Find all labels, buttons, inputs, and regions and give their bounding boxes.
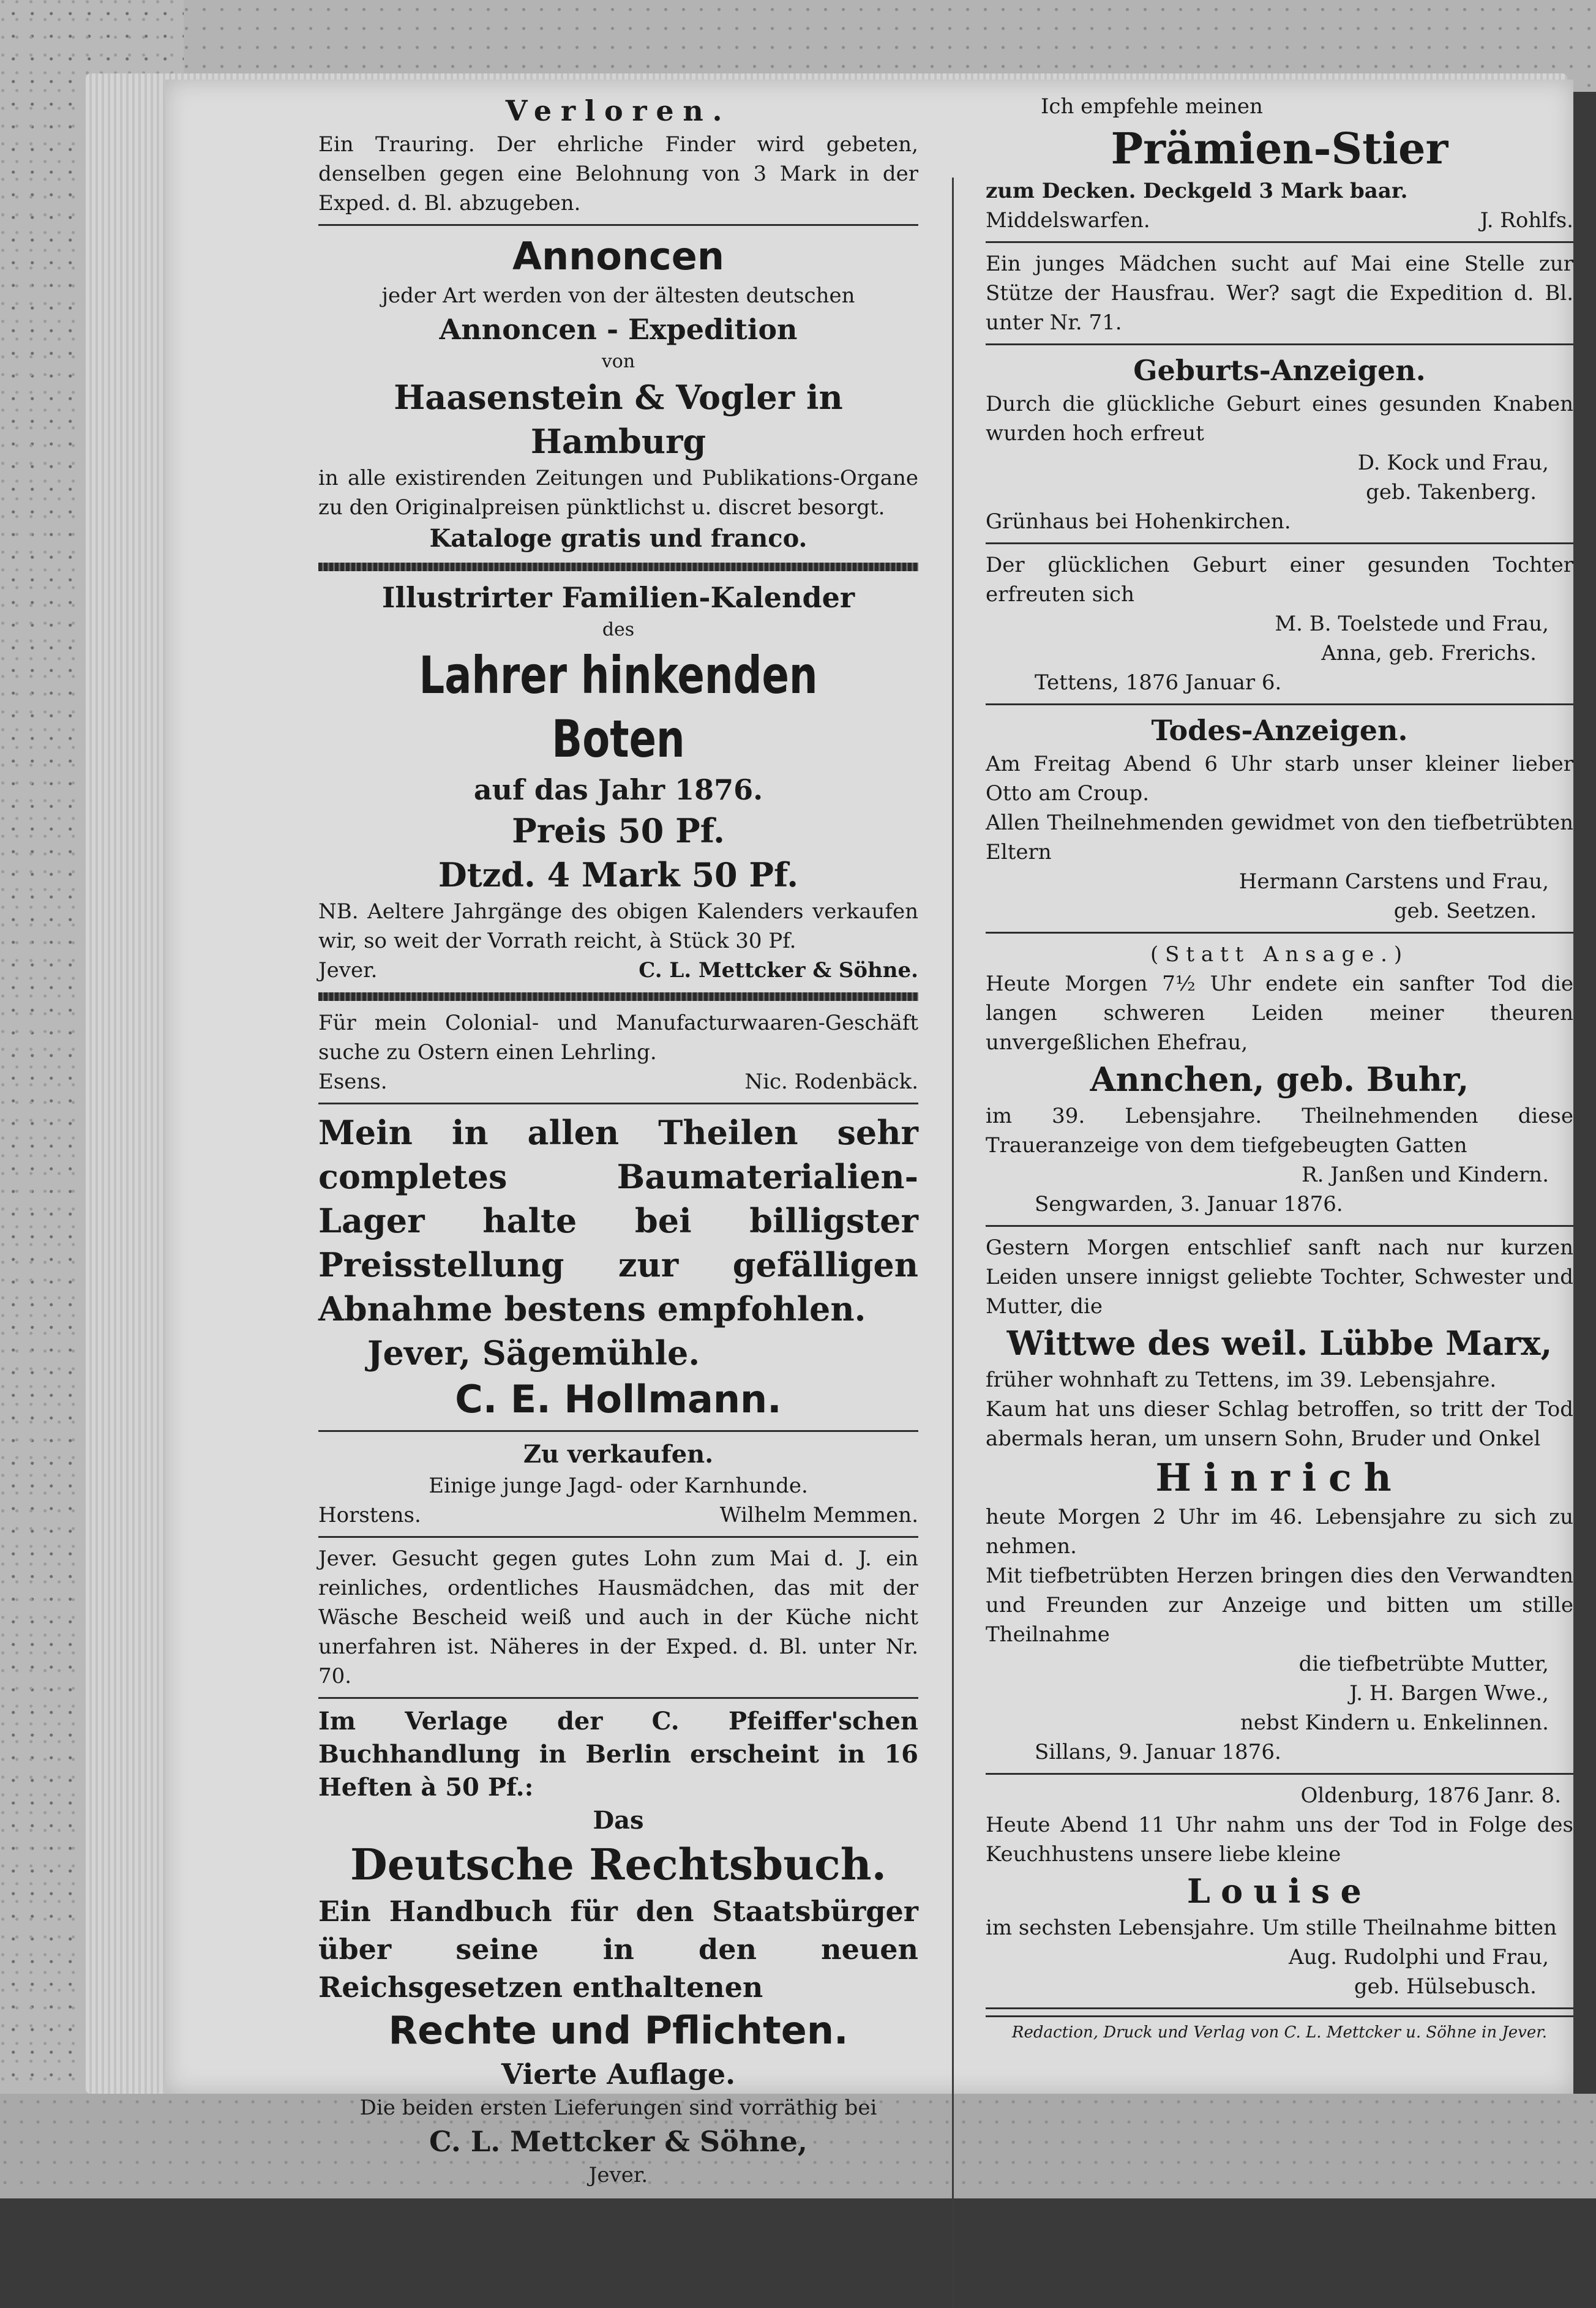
ad-verloren (318, 92, 918, 218)
ad-line: Die beiden ersten Lieferungen sind vorräthig bei (359, 2096, 877, 2120)
divider (986, 241, 1573, 243)
ad-body: Einige junge Jagd- oder Karnhunde. (429, 1474, 808, 1498)
ad-line: Ein Handbuch für den Staatsbürger über seine in den neuen Reichsgesetzen enthaltenen (318, 1895, 918, 2004)
divider (986, 703, 1573, 705)
ad-name: Annchen, geb. Buhr, (1090, 1060, 1469, 1099)
ad-body: Ein Trauring. Der ehrliche Finder wird gebeten, denselben gegen eine Belohnung von 3 Mark in der Exped. d. Bl. abzugeben. (318, 132, 918, 215)
ad-title: Zu verkaufen. (523, 1440, 714, 1469)
ad-line: Rechte und Pflichten. (388, 2008, 849, 2053)
ad-line: Annoncen - Expedition (439, 313, 798, 346)
ad-body: im 39. Lebensjahre. Theilnehmenden diese Traueranzeige von dem tiefgebeugten Gatten (986, 1104, 1573, 1158)
divider (986, 932, 1573, 934)
ad-body: im sechsten Lebensjahre. Um stille Theilnahme bitten (986, 1916, 1557, 1940)
ad-body: Allen Theilnehmenden gewidmet von den tiefbetrübten Eltern (986, 811, 1573, 864)
divider (986, 1773, 1573, 1775)
divider (986, 1225, 1573, 1227)
ad-line: Haasenstein & Vogler in Hamburg (394, 378, 843, 461)
ad-body: Heute Abend 11 Uhr nahm uns der Tod in Folge des Keuchhustens unsere liebe kleine (986, 1813, 1573, 1867)
divider (318, 224, 918, 226)
left-column (318, 92, 918, 2190)
ad-line: auf das Jahr 1876. (473, 773, 763, 806)
ad-title: Lahrer hinkenden Boten (419, 645, 818, 769)
ad-lehrling (318, 1008, 918, 1096)
ad-kalender (318, 579, 918, 985)
ad-title: Prämien-Stier (1111, 123, 1448, 174)
ad-signature: die tiefbetrübte Mutter, (1298, 1652, 1549, 1676)
divider (318, 1536, 918, 1538)
ad-annchen (986, 940, 1573, 1219)
ad-annoncen (318, 232, 918, 555)
ad-stier (986, 92, 1573, 235)
divider (986, 2015, 1573, 2017)
ad-hausmaedchen (318, 1544, 918, 1691)
ad-place: Sengwarden, 3. Januar 1876. (1035, 1192, 1343, 1216)
ad-signature: geb. Hülsebusch. (1354, 1974, 1537, 1999)
ad-line: von (601, 351, 635, 372)
ad-marx (986, 1233, 1573, 1767)
ad-signature: C. E. Hollmann. (455, 1377, 782, 1422)
divider (318, 563, 918, 571)
ad-line: zum Decken. Deckgeld 3 Mark baar. (986, 179, 1408, 203)
imprint-footer: Redaction, Druck und Verlag von C. L. Mettcker u. Söhne in Jever. (1011, 2023, 1548, 2042)
ad-place: Horstens. (318, 1503, 421, 1527)
ad-body: Durch die glückliche Geburt eines gesunden Knaben wurden hoch erfreut (986, 392, 1573, 446)
ad-body: heute Morgen 2 Uhr im 46. Lebensjahre zu sich zu nehmen. (986, 1505, 1573, 1559)
ad-place: Tettens, 1876 Januar 6. (1035, 670, 1282, 695)
ad-signature: Aug. Rudolphi und Frau, (1289, 1945, 1549, 1969)
ad-place: Oldenburg, 1876 Janr. 8. (1300, 1783, 1561, 1808)
ad-signature: nebst Kindern u. Enkelinnen. (1240, 1710, 1549, 1735)
ad-signature: Wilhelm Memmen. (719, 1503, 918, 1527)
ad-line: Vierte Auflage. (501, 2058, 736, 2091)
ad-place: Sillans, 9. Januar 1876. (1035, 1740, 1281, 1764)
ad-line: Preis 50 Pf. (512, 811, 725, 850)
ad-body: Ein junges Mädchen sucht auf Mai eine Stelle zur Stütze der Hausfrau. Wer? sagt die Expedition d. Bl. unter Nr. 71. (986, 252, 1573, 335)
ad-signature: J. Rohlfs. (1480, 208, 1573, 233)
ad-name: Wittwe des weil. Lübbe Marx, (1006, 1324, 1553, 1363)
ad-place: Jever, Sägemühle. (367, 1333, 700, 1373)
divider (318, 1430, 918, 1432)
ad-line: Dtzd. 4 Mark 50 Pf. (438, 855, 799, 894)
ad-line: Illustrirter Familien-Kalender (381, 581, 855, 614)
ad-title: Verloren. (505, 94, 732, 127)
ad-signature: Hermann Carstens und Frau, (1238, 869, 1549, 894)
ad-baumaterial (318, 1111, 918, 1424)
ad-line: Kataloge gratis und franco. (429, 524, 807, 553)
ad-place: Jever. (588, 2163, 648, 2187)
ad-title: Deutsche Rechtsbuch. (350, 1839, 886, 1890)
column-rule (952, 178, 954, 2308)
ad-body: Am Freitag Abend 6 Uhr starb unser kleiner lieber Otto am Croup. (986, 752, 1573, 806)
ad-line: (Statt Ansage.) (1150, 942, 1409, 967)
ad-signature: M. B. Toelstede und Frau, (1275, 612, 1549, 636)
ad-body: Heute Morgen 7½ Uhr endete ein sanfter Tod die langen schweren Leiden meiner theuren unvergeßlichen Ehefrau, (986, 972, 1573, 1055)
ad-place: Jever. (318, 958, 378, 983)
ad-signature: C. L. Mettcker & Söhne, (429, 2125, 807, 2158)
ad-signature: R. Janßen und Kindern. (1302, 1163, 1549, 1187)
ad-signature: Nic. Rodenbäck. (744, 1070, 918, 1094)
ad-title: Todes-Anzeigen. (1151, 714, 1408, 747)
ad-geburt (986, 351, 1573, 697)
ad-title: Annoncen (512, 234, 724, 279)
ad-signature: J. H. Bargen Wwe., (1349, 1681, 1549, 1706)
ad-title: Geburts-Anzeigen. (1133, 354, 1426, 387)
ad-rechtsbuch (318, 1705, 918, 2190)
ad-signature: C. L. Mettcker & Söhne. (639, 958, 918, 983)
ad-signature: Anna, geb. Frerichs. (1321, 641, 1537, 665)
ad-line: Ich empfehle meinen (1041, 94, 1263, 119)
divider (986, 343, 1573, 345)
ad-signature: geb. Takenberg. (1366, 480, 1537, 504)
ad-name: Hinrich (1155, 1455, 1404, 1500)
ad-body: in alle existirenden Zeitungen und Publikations-Organe zu den Originalpreisen pünktlichst u. discret besorgt. (318, 466, 918, 520)
ad-name: Louise (1186, 1872, 1373, 1911)
ad-line: Im Verlage der C. Pfeiffer'schen Buchhandlung in Berlin erscheint in 16 Heften à 50 Pf.: (318, 1707, 918, 1802)
ad-line: jeder Art werden von der ältesten deutschen (381, 283, 855, 308)
divider (318, 1103, 918, 1104)
ad-line: des (602, 619, 635, 640)
ad-body: Mein in allen Theilen sehr completes Baumaterialien-Lager halte bei billigster Preisstellung zur gefälligen Abnahme bestens empfohlen. (318, 1113, 918, 1328)
ad-signature: geb. Seetzen. (1393, 899, 1537, 923)
ad-maedchen (986, 249, 1573, 337)
ad-todes (986, 711, 1573, 926)
ad-louise (986, 1781, 1573, 2001)
ad-body: Kaum hat uns dieser Schlag betroffen, so tritt der Tod abermals heran, um unsern Sohn, Bruder und Onkel (986, 1397, 1573, 1451)
ad-body: früher wohnhaft zu Tettens, im 39. Lebensjahre. (986, 1368, 1497, 1392)
ad-place: Grünhaus bei Hohenkirchen. (986, 509, 1291, 534)
ad-body: Für mein Colonial- und Manufacturwaaren-Geschäft suche zu Ostern einen Lehrling. (318, 1011, 918, 1065)
ad-body: Gestern Morgen entschlief sanft nach nur kurzen Leiden unsere innigst geliebte Tochter, Schwester und Mutter, die (986, 1235, 1573, 1319)
ad-signature: D. Kock und Frau, (1357, 451, 1549, 475)
ad-body: Jever. Gesucht gegen gutes Lohn zum Mai d. J. ein reinliches, ordentliches Hausmädchen, das mit der Wäsche Bescheid weiß und auch in der Küche nicht unerfahren ist. Näheres in der Exped. d. Bl. unter Nr. 70. (318, 1546, 918, 1688)
right-column (986, 92, 1573, 2042)
ad-line: Das (593, 1806, 644, 1835)
divider (318, 1697, 918, 1699)
ad-body: Mit tiefbetrübten Herzen bringen dies den Verwandten und Freunden zur Anzeige und bitten um stille Theilnahme (986, 1564, 1573, 1647)
ad-verkaufen (318, 1438, 918, 1530)
ad-body: Der glücklichen Geburt einer gesunden Tochter erfreuten sich (986, 553, 1573, 607)
divider (986, 2007, 1573, 2009)
ad-place: Esens. (318, 1070, 388, 1094)
ad-body: NB. Aeltere Jahrgänge des obigen Kalenders verkaufen wir, so weit der Vorrath reicht, à Stück 30 Pf. (318, 899, 918, 953)
ad-place: Middelswarfen. (986, 208, 1150, 233)
divider (986, 542, 1573, 544)
divider (318, 992, 918, 1001)
